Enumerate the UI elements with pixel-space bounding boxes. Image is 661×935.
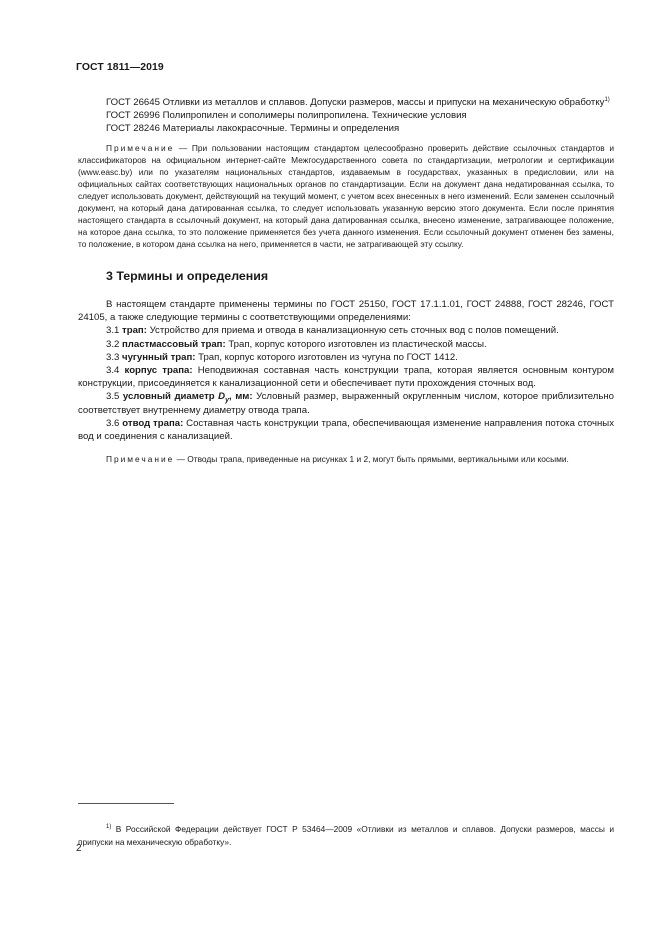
footnote-divider [78, 803, 174, 804]
footnote-mark: 1) [106, 824, 112, 831]
term-definition: Трап, корпус которого изготовлен из чугуна по ГОСТ 1412. [195, 351, 458, 363]
note-label: Примечание [106, 454, 175, 465]
term-3-5 [78, 390, 614, 416]
term-name-pre: условный диаметр [122, 391, 219, 403]
note-label: Примечание [106, 142, 175, 153]
section-intro: В настоящем стандарте применены термины по ГОСТ 25150, ГОСТ 17.1.1.01, ГОСТ 24888, ГОСТ 28246, ГОСТ 24105, а также следующие термины с соответствующими определениями: [78, 299, 614, 324]
note-references [78, 142, 614, 250]
term-number: 3.1 [106, 325, 120, 337]
term-definition: Трап, корпус которого изготовлен из пластической массы. [225, 338, 487, 350]
term-3-6 [78, 417, 614, 443]
reference-text: ГОСТ 26645 Отливки из металлов и сплавов. Допуски размеров, массы и припуски на механическую обработку [106, 97, 605, 108]
term-name: отвод трапа: [122, 417, 184, 429]
note-drains [78, 453, 614, 465]
note-text: — Отводы трапа, приведенные на рисунках 1 и 2, могут быть прямыми, вертикальными или косыми. [174, 454, 569, 465]
term-definition: Неподвижная составная часть конструкции трапа, которая является основным контуром конструкции, присоединяется к канализационной сети и обеспечивает пути прохождения сточных вод. [78, 365, 614, 390]
term-name-post: , мм: [229, 391, 253, 403]
section-title: 3 Термины и определения [106, 269, 269, 284]
term-name: чугунный трап: [122, 351, 196, 363]
footnote-text: В Российской Федерации действует ГОСТ Р 53464—2009 «Отливки из металлов и сплавов. Допуски размеров, массы и припуски на механическую обработку». [78, 824, 614, 847]
term-definition: Условный размер, выраженный округленным числом, которое приблизительно соответствует внутреннему диаметру отвода трапа. [78, 391, 614, 416]
term-name: пластмассовый трап: [122, 338, 226, 350]
term-name: трап: [122, 325, 147, 337]
footnote [78, 823, 614, 847]
term-3-3 [78, 351, 614, 364]
term-symbol: D [218, 391, 226, 403]
note-text: — При пользовании настоящим стандартом целесообразно проверить действие ссылочных стандартов и классификаторов на официальном интернет-сайте Межгосударственного совета по стандартизации, метрологии и сертификации (www.easc.by) или по указателям национальных стандартов, издаваемым в государствах, указанных в предисловии, или на официальных сайтах соответствующих национальных органов по стандартизации. Если на документ дана недатированная ссылка, то следует использовать документ, действующий на текущий момент, с учетом всех внесенных в него изменений. Если заменен ссылочный документ, на который дана датированная ссылка, то следует использовать указанную версию этого документа. Если после принятия настоящего стандарта в ссылочный документ, на который дана датированная ссылка, внесено изменение, затрагивающее положение, на которое дана ссылка, то это положение применяется без учета данного изменения. Если ссылочный документ отменен без замены, то положение, в котором дана ссылка на него, применяется в части, не затрагивающей эту ссылку. [78, 142, 614, 249]
term-name [122, 391, 253, 405]
term-3-2 [78, 338, 614, 351]
term-definition: Устройство для приема и отвода в канализационную сеть сточных вод с полов помещений. [146, 325, 559, 337]
term-3-1 [78, 324, 614, 337]
term-number: 3.3 [106, 351, 120, 363]
term-3-4 [78, 364, 614, 390]
term-number: 3.4 [106, 365, 120, 377]
reference-gost-26645 [78, 96, 614, 109]
term-subscript: y [225, 397, 230, 405]
term-name: корпус трапа: [124, 365, 193, 377]
footnote-mark: 1) [604, 97, 610, 103]
reference-gost-28246: ГОСТ 28246 Материалы лакокрасочные. Термины и определения [106, 123, 400, 135]
reference-gost-26996: ГОСТ 26996 Полипропилен и сополимеры полипропилена. Технические условия [106, 110, 467, 122]
term-number: 3.5 [106, 391, 120, 403]
page-header-doc-id: ГОСТ 1811—2019 [76, 62, 164, 73]
page-number: 2 [76, 843, 82, 854]
term-number: 3.2 [106, 338, 120, 350]
page-body [78, 96, 614, 465]
term-definition: Составная часть конструкции трапа, обеспечивающая изменение направления потока сточных вод и соединения с канализацией. [78, 417, 614, 443]
term-number: 3.6 [106, 417, 120, 429]
